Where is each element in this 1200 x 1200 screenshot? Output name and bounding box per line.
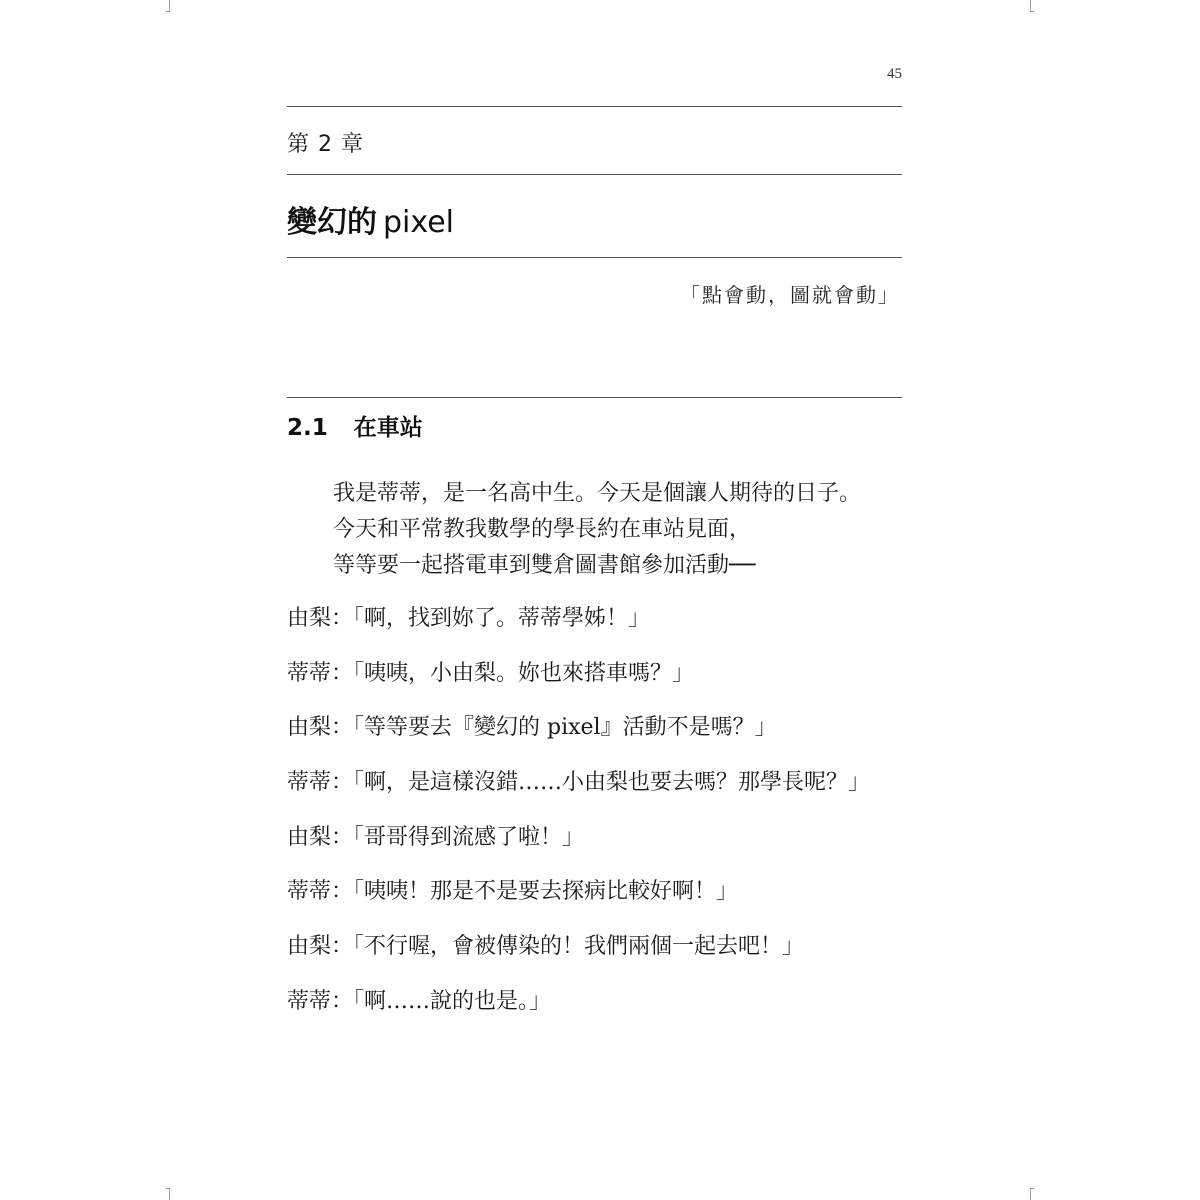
crop-mark-bottom-left-tick xyxy=(166,1188,170,1189)
intro-line: 今天和平常教我數學的學長約在車站見面， xyxy=(333,517,752,542)
section-title: 在車站 xyxy=(353,415,423,441)
dialogue-line: 蒂蒂：「咦咦，小由梨。妳也來搭車嗎？」 xyxy=(287,660,695,686)
section-number: 2.1 xyxy=(287,415,328,441)
chapter-title xyxy=(287,197,454,241)
dialogue-line: 由梨：「不行喔，會被傳染的！我們兩個一起去吧！」 xyxy=(287,934,805,960)
dialogue-line: 蒂蒂：「咦咦！那是不是要去探病比較好啊！」 xyxy=(287,879,739,905)
dialogue-line: 由梨：「啊，找到妳了。蒂蒂學姊！」 xyxy=(287,606,651,631)
rule-below-chapter-title xyxy=(287,257,902,258)
section-heading xyxy=(287,409,423,442)
intro-line: 我是蒂蒂，是一名高中生。今天是個讓人期待的日子。 xyxy=(333,481,862,506)
crop-mark-top-right-tick xyxy=(1030,11,1034,12)
intro-line: 等等要一起搭電車到雙倉圖書館參加活動── xyxy=(333,553,756,578)
epigraph: 「點會動，圖就會動」 xyxy=(680,283,900,307)
dialogue-line: 由梨：「等等要去『變幻的 pixel』活動不是嗎？」 xyxy=(287,715,777,741)
dialogue-line: 蒂蒂：「啊，是這樣沒錯……小由梨也要去嗎？那學長呢？」 xyxy=(287,770,871,796)
page-number: 45 xyxy=(887,66,902,82)
rule-top xyxy=(287,106,902,107)
crop-mark-top-left-tick xyxy=(166,11,170,12)
crop-mark-bottom-right-tick xyxy=(1030,1188,1034,1189)
chapter-title-cjk: 變幻的 xyxy=(287,205,377,240)
crop-mark-bottom-left xyxy=(169,1188,170,1200)
crop-mark-bottom-right xyxy=(1030,1188,1031,1200)
chapter-title-latin: pixel xyxy=(383,205,455,240)
dialogue-line: 由梨：「哥哥得到流感了啦！」 xyxy=(287,824,585,850)
intro-paragraph xyxy=(333,476,903,584)
chapter-label: 第 2 章 xyxy=(287,132,364,157)
rule-below-chapter-label xyxy=(287,174,902,175)
rule-above-section xyxy=(287,397,902,398)
dialogue-line: 蒂蒂：「啊……說的也是。」 xyxy=(287,988,552,1014)
dialogue xyxy=(287,601,902,1039)
